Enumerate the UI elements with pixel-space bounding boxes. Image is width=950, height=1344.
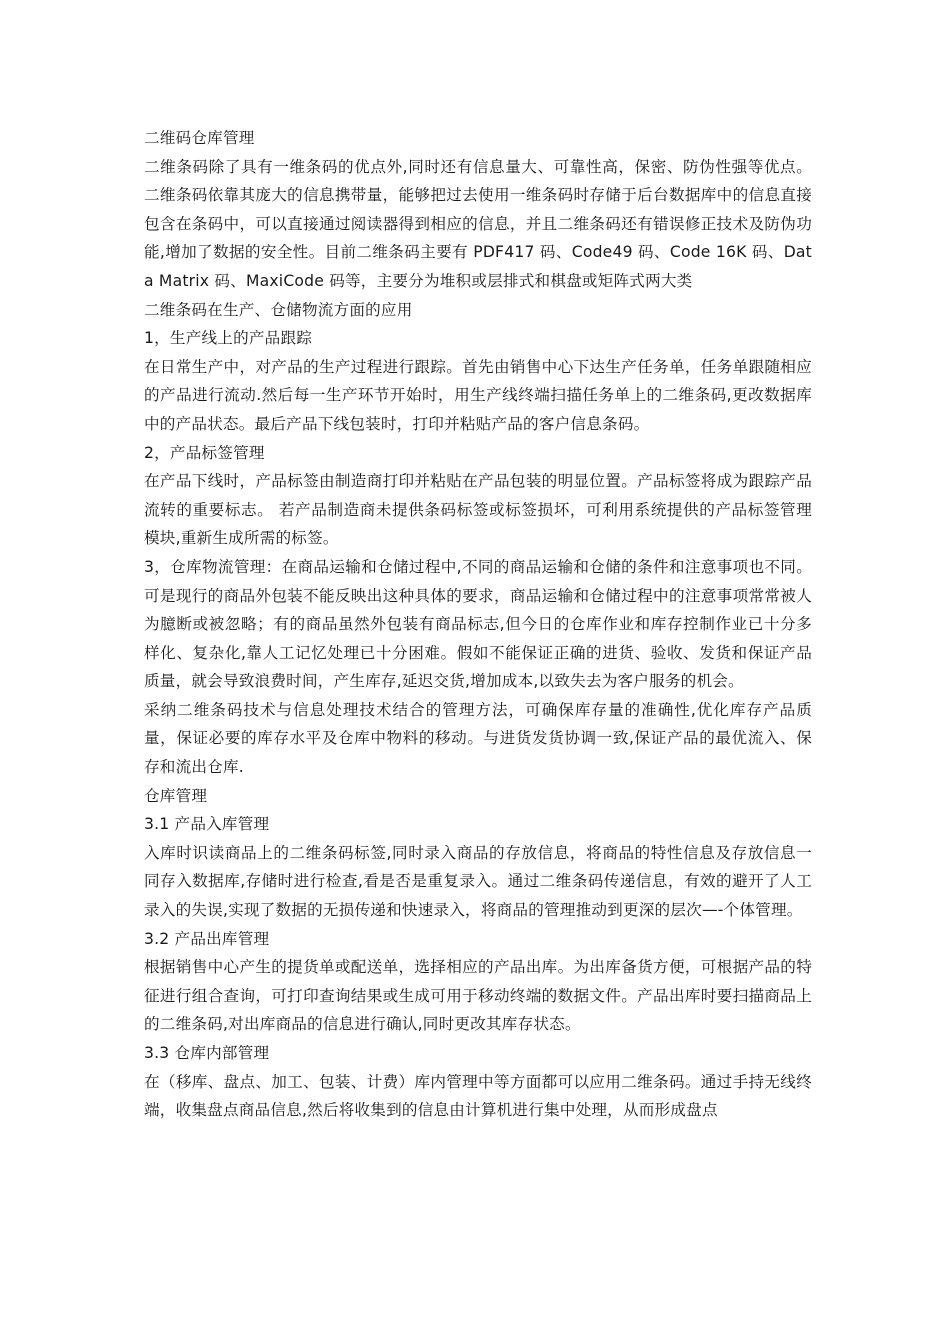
paragraph-adopt: 采纳二维条码技术与信息处理技术结合的管理方法，可确保库存量的准确性,优化库存产品质量，保证必要的库存水平及仓库中物料的移动。与进货发货协调一致,保证产品的最优流入、保存和流出仓库. <box>144 700 812 777</box>
paragraph-tracking: 在日常生产中，对产品的生产过程进行跟踪。首先由销售中心下达生产任务单，任务单跟随相应的产品进行流动.然后每一生产环节开始时，用生产线终端扫描任务单上的二维条码,更改数据库中的产品状态。最后产品下线包装时，打印并粘贴产品的客户信息条码。 <box>144 357 812 433</box>
subheading-tracking: 1，生产线上的产品跟踪 <box>144 329 313 348</box>
subheading-inbound: 3.1 产品入库管理 <box>144 815 270 834</box>
section-heading-application: 二维条码在生产、仓储物流方面的应用 <box>144 300 413 319</box>
paragraph-outbound: 根据销售中心产生的提货单或配送单，选择相应的产品出库。为出库备货方便，可根据产品的特征进行组合查询，可打印查询结果或生成可用于移动终端的数据文件。产品出库时要扫描商品上的二维条码,对出库商品的信息进行确认,同时更改其库存状态。 <box>144 958 812 1034</box>
intro-paragraph: 二维条码除了具有一维条码的优点外,同时还有信息量大、可靠性高，保密、防伪性强等优点。二维条码依靠其庞大的信息携带量，能够把过去使用一维条码时存储于后台数据库中的信息直接包含在条码中，可以直接通过阅读器得到相应的信息，并且二维条码还有错误修正技术及防伪功能,增加了数据的安全性。目前二维条码主要有 PDF417 码、Code49 码、Code 16K 码、Data Matrix 码、MaxiCode 码等，主要分为堆积或层排式和棋盘或矩阵式两大类 <box>144 157 812 290</box>
paragraph-internal: 在（移库、盘点、加工、包装、计费）库内管理中等方面都可以应用二维条码。通过手持无线终端，收集盘点商品信息,然后将收集到的信息由计算机进行集中处理，从而形成盘点 <box>144 1072 812 1120</box>
document-title: 二维码仓库管理 <box>144 129 255 147</box>
subheading-label: 2，产品标签管理 <box>144 443 265 462</box>
subheading-outbound: 3.2 产品出库管理 <box>144 929 270 948</box>
section-heading-warehouse: 仓库管理 <box>144 786 208 805</box>
paragraph-logistics: 3，仓库物流管理：在商品运输和仓储过程中,不同的商品运输和仓储的条件和注意事项也不同。可是现行的商品外包装不能反映出这种具体的要求，商品运输和仓储过程中的注意事项常常被人为臆断或被忽略；有的商品虽然外包装有商品标志,但今日的仓库作业和库存控制作业已十分多样化、复杂化,靠人工记忆处理已十分困难。假如不能保证正确的进货、验收、发货和保证产品质量，就会导致浪费时间，产生库存,延迟交货,增加成本,以致失去为客户服务的机会。 <box>144 557 812 691</box>
paragraph-label: 在产品下线时，产品标签由制造商打印并粘贴在产品包装的明显位置。产品标签将成为跟踪产品流转的重要标志。 若产品制造商未提供条码标签或标签损坏，可利用系统提供的产品标签管理模块,重新生成所需的标签。 <box>144 472 812 548</box>
subheading-internal: 3.3 仓库内部管理 <box>144 1044 270 1062</box>
paragraph-inbound: 入库时识读商品上的二维条码标签,同时录入商品的存放信息，将商品的特性信息及存放信息一同存入数据库,存储时进行检查,看是否是重复录入。通过二维条码传递信息，有效的避开了人工录入的失误,实现了数据的无损传递和快速录入，将商品的管理推动到更深的层次—-个体管理。 <box>144 843 812 920</box>
document-body <box>144 124 812 1125</box>
